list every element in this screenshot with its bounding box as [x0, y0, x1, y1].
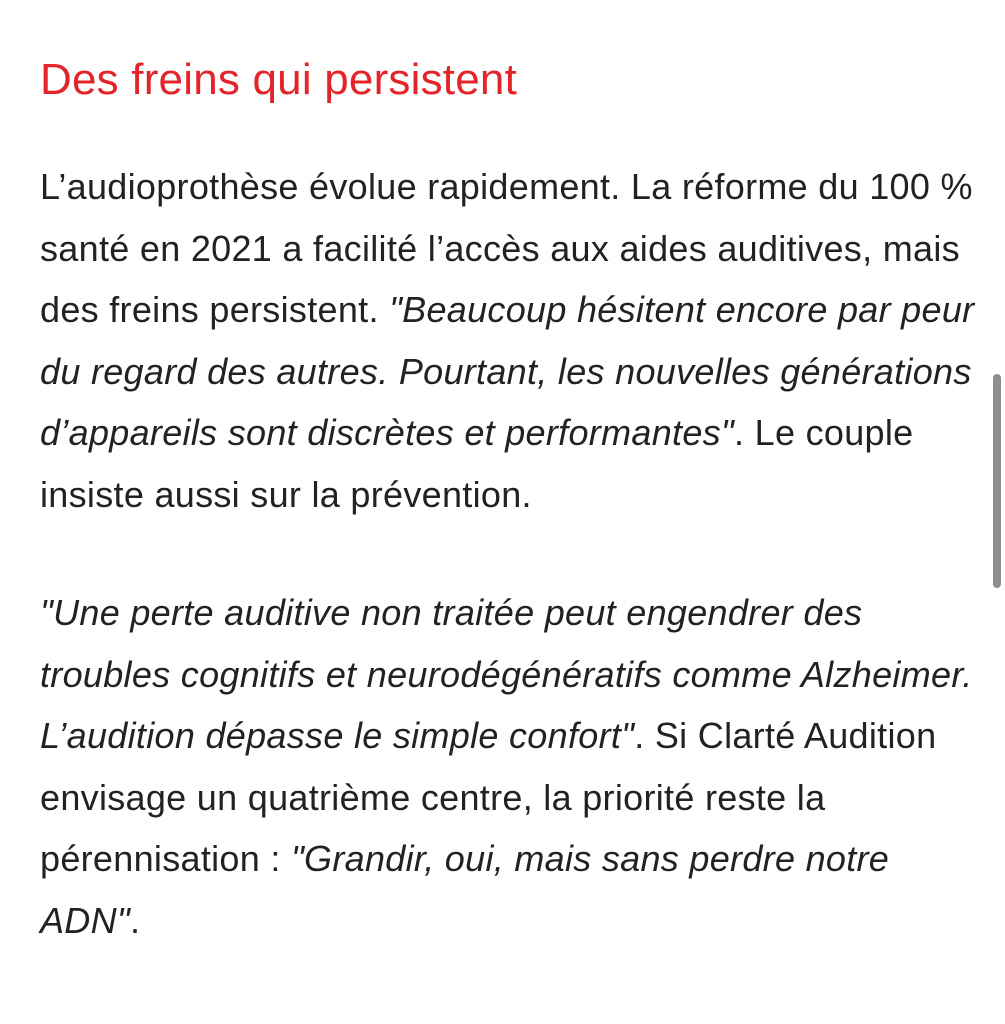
article — [40, 50, 980, 951]
paragraph-1-outro: . Le couple insiste aussi sur la prévention. — [40, 412, 914, 515]
paragraph-2-outro: . — [130, 899, 141, 941]
paragraph-1-quote: "Beaucoup hésitent encore par peur du regard des autres. Pourtant, les nouvelles générations d’appareils sont discrètes et performantes" — [40, 289, 975, 453]
paragraph-1 — [40, 156, 980, 525]
scrollbar-thumb[interactable] — [993, 374, 1001, 588]
paragraph-2-middle: . Si Clarté Audition envisage un quatrième centre, la priorité reste la pérennisation : — [40, 715, 937, 879]
paragraph-2-quote-2: "Grandir, oui, mais sans perdre notre ADN" — [40, 838, 890, 941]
section-heading: Des freins qui persistent — [40, 55, 517, 104]
paragraph-1-intro: L’audioprothèse évolue rapidement. La réforme du 100 % santé en 2021 a facilité l’accès aux aides auditives, mais des freins persistent. — [40, 166, 973, 330]
paragraph-2 — [40, 582, 980, 951]
paragraph-2-quote: "Une perte auditive non traitée peut engendrer des troubles cognitifs et neurodégénératifs comme Alzheimer. L’audition dépasse le simple confort" — [40, 592, 973, 756]
